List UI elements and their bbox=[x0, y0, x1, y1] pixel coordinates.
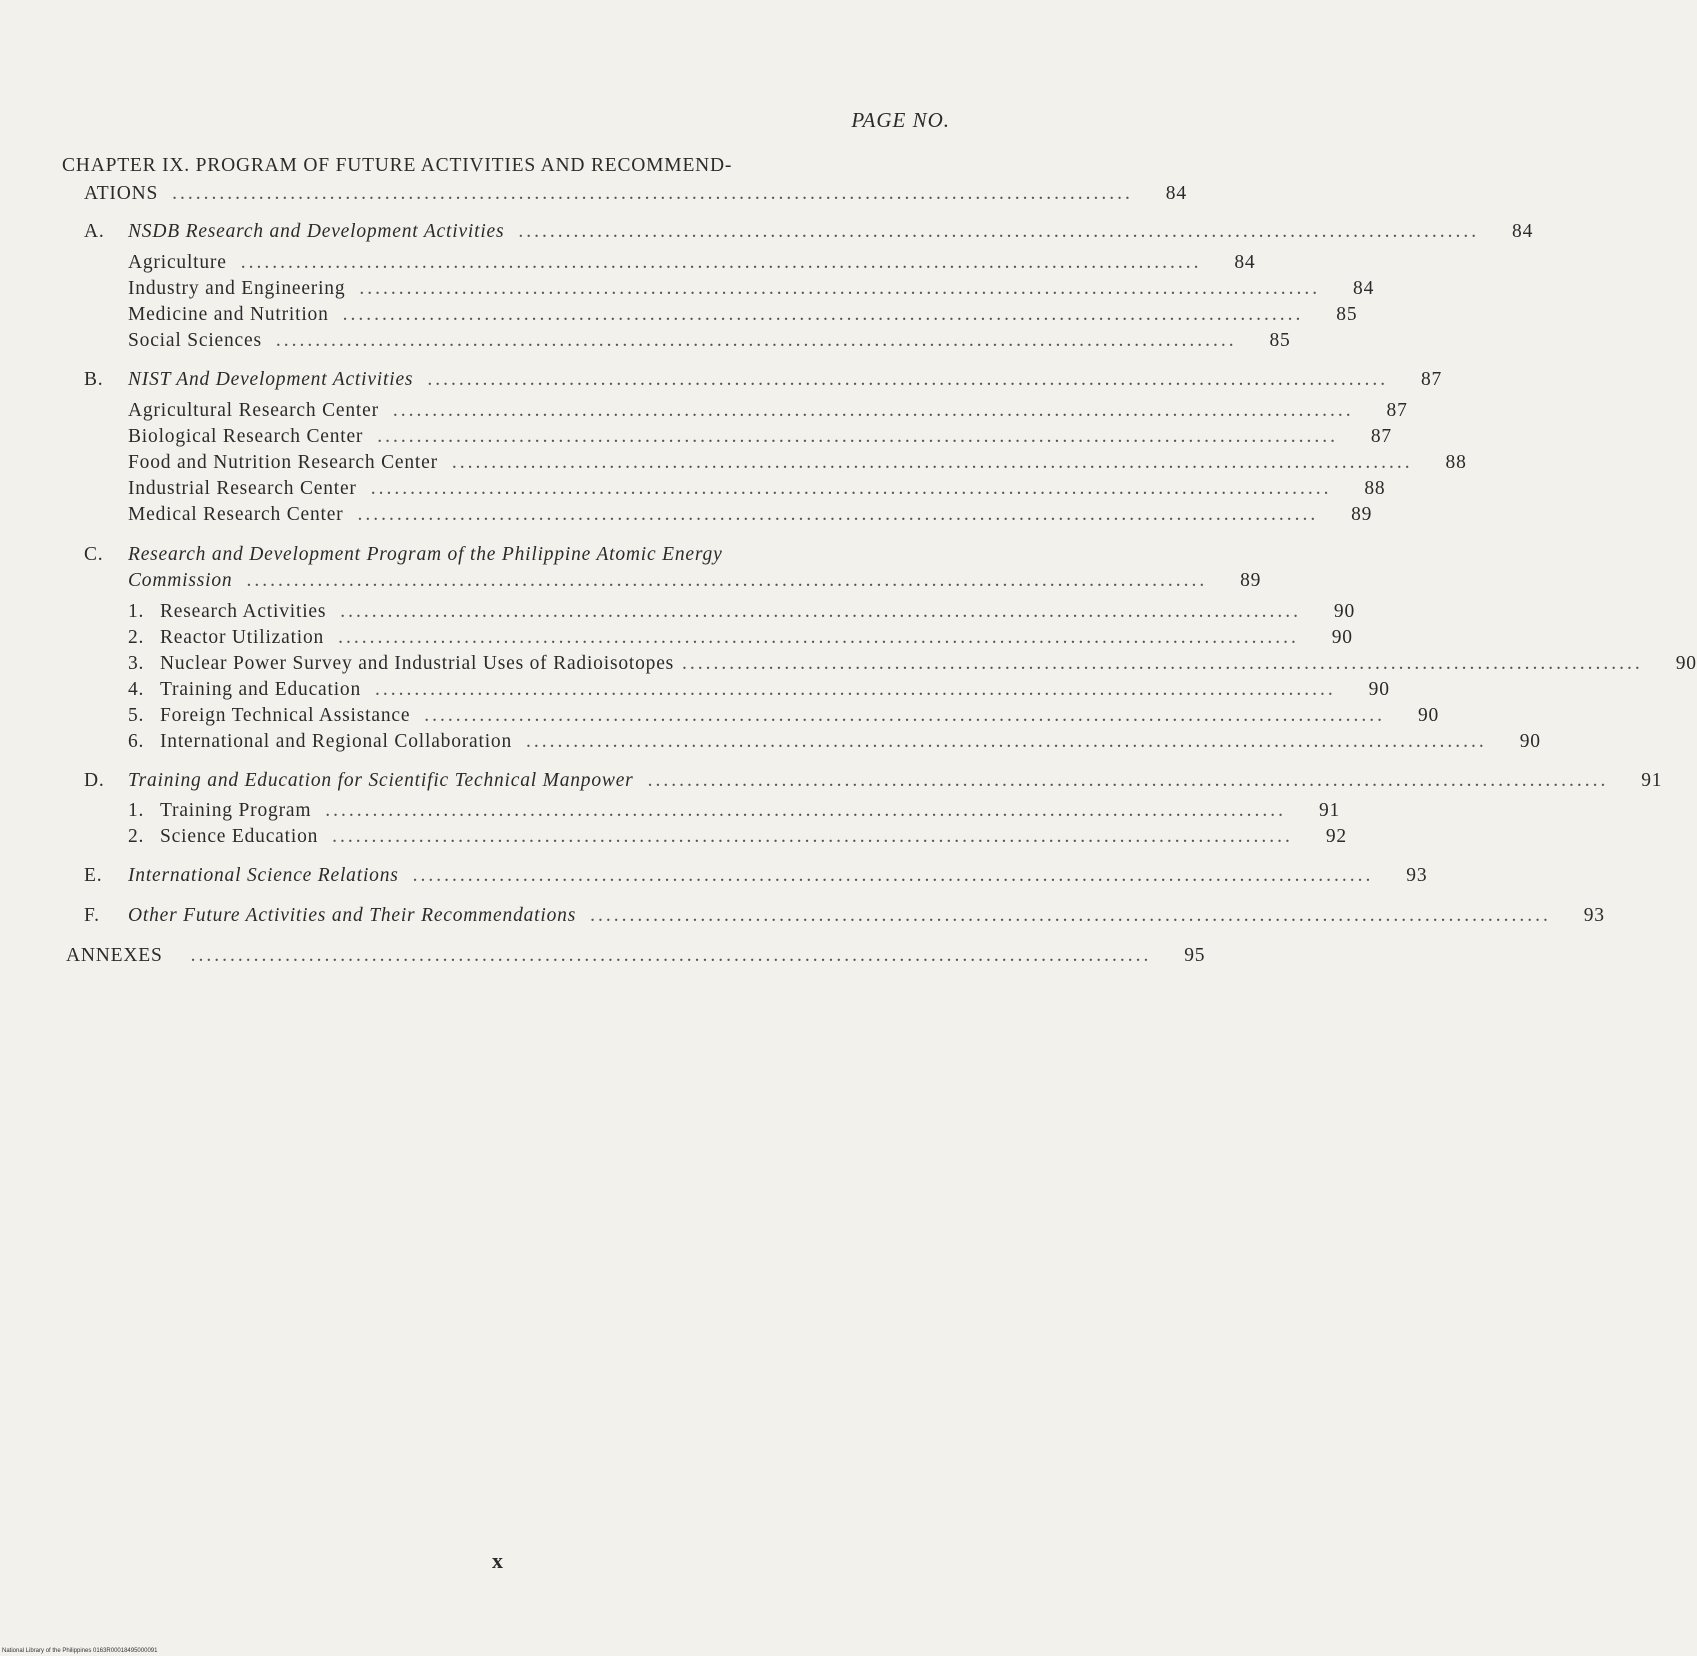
toc-item-label: Food and Nutrition Research Center bbox=[128, 452, 438, 473]
toc-item-label: Medicine and Nutrition bbox=[128, 304, 329, 325]
leader-dots: .......................................................................................................................... bbox=[340, 601, 1302, 622]
leader-dots: .......................................................................................................................... bbox=[275, 330, 1237, 351]
toc-item-number: 5. bbox=[128, 705, 145, 726]
toc-item-label: Agriculture bbox=[128, 252, 227, 273]
leader-dots: .......................................................................................................................... bbox=[338, 627, 1299, 648]
leader-dots: .......................................................................................................................... bbox=[332, 826, 1293, 847]
toc-item-page: 89 bbox=[1351, 504, 1373, 525]
leader-dots: .......................................................................................................................... bbox=[392, 400, 1354, 421]
toc-item-label: Science Education bbox=[160, 826, 319, 847]
toc-item-number: 4. bbox=[128, 679, 145, 700]
toc-item bbox=[128, 399, 1408, 423]
leader-dots: .......................................................................................................................... bbox=[412, 865, 1374, 886]
toc-item bbox=[128, 451, 1467, 475]
toc-item bbox=[128, 652, 1697, 676]
leader-dots: .......................................................................................................................... bbox=[325, 800, 1287, 821]
toc-item-page: 84 bbox=[1353, 278, 1375, 299]
toc-item-label: Training and Education bbox=[160, 679, 362, 700]
chapter-title-row bbox=[84, 182, 1187, 206]
leader-dots: .......................................................................................................................... bbox=[451, 452, 1413, 473]
toc-item-page: 90 bbox=[1368, 679, 1390, 700]
toc-item-label: International and Regional Collaboration bbox=[160, 731, 513, 752]
leader-dots: .......................................................................................................................... bbox=[424, 705, 1386, 726]
section-a-row bbox=[84, 220, 1534, 244]
section-c-title-line2 bbox=[128, 569, 1262, 593]
toc-item-label: Reactor Utilization bbox=[160, 627, 325, 648]
toc-item-page: 85 bbox=[1336, 304, 1358, 325]
toc-item-number: 2. bbox=[128, 826, 145, 847]
toc-item-page: 84 bbox=[1234, 252, 1256, 273]
toc-item bbox=[128, 626, 1353, 650]
toc-item-page: 90 bbox=[1675, 653, 1697, 674]
page-numeral: x bbox=[492, 1548, 503, 1573]
section-title: NSDB Research and Development Activities bbox=[128, 221, 505, 242]
toc-item bbox=[128, 600, 1356, 624]
toc-item-page: 90 bbox=[1519, 731, 1541, 752]
toc-item-page: 90 bbox=[1417, 705, 1440, 726]
section-title: NIST And Development Activities bbox=[128, 369, 414, 390]
section-page: 93 bbox=[1583, 905, 1605, 926]
toc-item bbox=[128, 425, 1392, 449]
toc-item-label: Social Sciences bbox=[128, 330, 262, 351]
section-page: 84 bbox=[1512, 221, 1534, 242]
leader-dots: .......................................................................................................................... bbox=[427, 369, 1389, 390]
toc-item-label: Industrial Research Center bbox=[128, 478, 357, 499]
toc-item-page: 92 bbox=[1325, 826, 1347, 847]
annexes-row bbox=[66, 944, 1206, 968]
section-b-row bbox=[84, 368, 1443, 392]
section-c-title-line1 bbox=[84, 543, 918, 567]
section-title: International Science Relations bbox=[128, 865, 399, 886]
section-d-row bbox=[84, 769, 1663, 793]
section-page: 89 bbox=[1240, 570, 1262, 591]
toc-item bbox=[128, 329, 1291, 353]
toc-item-label: Agricultural Research Center bbox=[128, 400, 379, 421]
toc-item bbox=[128, 251, 1256, 275]
toc-item bbox=[128, 503, 1373, 527]
toc-item bbox=[128, 730, 1541, 754]
toc-item bbox=[128, 825, 1347, 849]
toc-item-page: 88 bbox=[1445, 452, 1467, 473]
toc-item-page: 90 bbox=[1331, 627, 1353, 648]
leader-dots: .......................................................................................................................... bbox=[647, 770, 1609, 791]
toc-item-label: Nuclear Power Survey and Industrial Uses of Radioisotopes bbox=[160, 653, 675, 674]
leader-dots: .......................................................................................................................... bbox=[357, 504, 1319, 525]
toc-item-number: 2. bbox=[128, 627, 145, 648]
leader-dots: .......................................................................................................................... bbox=[359, 278, 1321, 299]
leader-dots: .......................................................................................................................... bbox=[370, 478, 1332, 499]
leader-dots: .......................................................................................................................... bbox=[518, 221, 1480, 242]
chapter-page: 84 bbox=[1165, 183, 1187, 204]
toc-item-page: 90 bbox=[1333, 601, 1356, 622]
section-letter: D. bbox=[84, 770, 105, 791]
section-page: 91 bbox=[1641, 770, 1663, 791]
toc-item-label: Research Activities bbox=[160, 601, 327, 622]
scan-credit: National Library of the Philippines 0163R00018495000091 bbox=[2, 1648, 158, 1654]
section-f-row bbox=[84, 904, 1605, 928]
toc-item-label: Training Program bbox=[160, 800, 312, 821]
annexes-page: 95 bbox=[1184, 945, 1206, 966]
section-title: Other Future Activities and Their Recommendations bbox=[128, 905, 577, 926]
section-letter: C. bbox=[84, 544, 104, 565]
leader-dots: .......................................................................................................................... bbox=[526, 731, 1487, 752]
toc-item-page: 87 bbox=[1370, 426, 1392, 447]
leader-dots: .......................................................................................................................... bbox=[190, 945, 1152, 966]
toc-item-page: 87 bbox=[1386, 400, 1408, 421]
section-page: 87 bbox=[1420, 369, 1443, 390]
toc-item bbox=[128, 477, 1386, 501]
leader-dots: .......................................................................................................................... bbox=[246, 570, 1208, 591]
toc-item-number: 3. bbox=[128, 653, 145, 674]
toc-item bbox=[128, 799, 1341, 823]
section-title: Research and Development Program of the Philippine Atomic Energy bbox=[128, 544, 723, 565]
toc-item bbox=[128, 678, 1390, 702]
toc-item-label: Foreign Technical Assistance bbox=[160, 705, 411, 726]
page-no-header: PAGE NO. bbox=[851, 108, 950, 132]
leader-dots: .......................................................................................................................... bbox=[375, 679, 1336, 700]
toc-item-page: 88 bbox=[1364, 478, 1386, 499]
toc-item bbox=[128, 704, 1440, 728]
toc-item-label: Medical Research Center bbox=[128, 504, 344, 525]
toc-item-label: Industry and Engineering bbox=[128, 278, 346, 299]
toc-item bbox=[128, 277, 1375, 301]
toc-item-page: 91 bbox=[1318, 800, 1341, 821]
leader-dots: .......................................................................................................................... bbox=[590, 905, 1551, 926]
annexes-label: ANNEXES bbox=[66, 945, 163, 966]
leader-dots: .......................................................................................................................... bbox=[240, 252, 1202, 273]
toc-item-page: 85 bbox=[1269, 330, 1291, 351]
section-letter: F. bbox=[84, 905, 100, 926]
chapter-title-line1: CHAPTER IX. PROGRAM OF FUTURE ACTIVITIES AND RECOMMEND- bbox=[62, 155, 733, 176]
leader-dots: .......................................................................................................................... bbox=[342, 304, 1304, 325]
section-letter: E. bbox=[84, 865, 103, 886]
section-letter: A. bbox=[84, 221, 105, 242]
toc-item-label: Biological Research Center bbox=[128, 426, 364, 447]
toc-item-number: 1. bbox=[128, 800, 145, 821]
leader-dots: .......................................................................................................................... bbox=[377, 426, 1338, 447]
section-title: Training and Education for Scientific Technical Manpower bbox=[128, 770, 634, 791]
toc-item-number: 1. bbox=[128, 601, 145, 622]
toc-item-number: 6. bbox=[128, 731, 145, 752]
section-e-row bbox=[84, 864, 1428, 888]
section-page: 93 bbox=[1406, 865, 1428, 886]
leader-dots: .......................................................................................................................... bbox=[682, 653, 1643, 674]
chapter-title-line2: ATIONS bbox=[84, 183, 159, 204]
toc-item bbox=[128, 303, 1358, 327]
section-title-continued: Commission bbox=[128, 570, 233, 591]
section-letter: B. bbox=[84, 369, 104, 390]
leader-dots: .......................................................................................................................... bbox=[172, 183, 1133, 204]
